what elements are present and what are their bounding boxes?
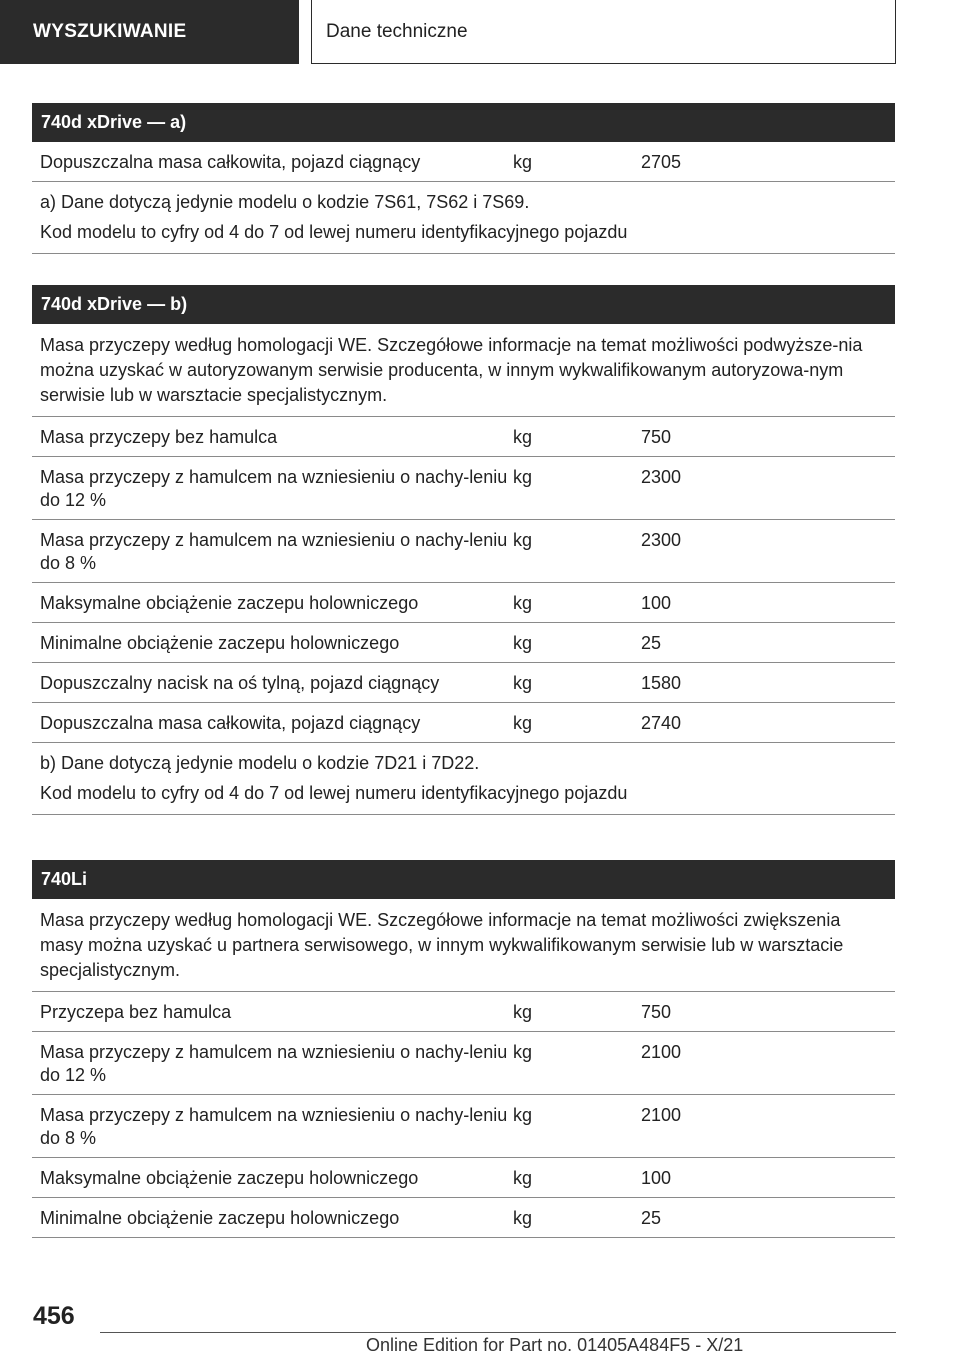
row-label: Minimalne obciążenie zaczepu holowniczego [40, 1208, 400, 1228]
spec-section-740d-b [32, 285, 895, 815]
row-label: Minimalne obciążenie zaczepu holowniczego [40, 633, 400, 653]
footnote-line: a) Dane dotyczą jedynie modelu o kodzie 7S61, 7S62 i 7S69. [40, 192, 530, 212]
row-unit: kg [513, 1105, 533, 1125]
search-tab[interactable] [0, 0, 299, 64]
table-row [32, 1032, 895, 1095]
row-label: Dopuszczalna masa całkowita, pojazd ciągnący [40, 152, 421, 172]
row-unit: kg [513, 530, 533, 550]
row-value: 2100 [641, 1105, 682, 1125]
row-unit: kg [513, 467, 533, 487]
table-row [32, 583, 895, 623]
top-bar [0, 0, 960, 66]
row-label: Masa przyczepy z hamulcem na wzniesieniu o nachy-leniu do 8 % [40, 1105, 508, 1148]
footnote-line: b) Dane dotyczą jedynie modelu o kodzie 7D21 i 7D22. [40, 753, 480, 773]
table-row [32, 142, 895, 182]
page-number: 456 [33, 1302, 75, 1330]
row-label: Dopuszczalna masa całkowita, pojazd ciągnący [40, 713, 421, 733]
footnote [32, 743, 895, 815]
footnote [32, 182, 895, 254]
row-unit: kg [513, 673, 533, 693]
row-unit: kg [513, 1002, 533, 1022]
footnote-line: Kod modelu to cyfry od 4 do 7 od lewej numeru identyfikacyjnego pojazdu [40, 222, 628, 242]
row-value: 1580 [641, 673, 682, 693]
row-value: 2300 [641, 467, 682, 487]
section-intro: Masa przyczepy według homologacji WE. Szczegółowe informacje na temat możliwości podwyższe-nia można uzyskać w autoryzowanym serwisie producenta, w innym wykwalifikowanym autoryzowa-nym serwisie lub w warsztacie specjalistycznym. [32, 324, 895, 417]
row-label: Maksymalne obciążenie zaczepu holowniczego [40, 593, 419, 613]
spec-content [32, 103, 895, 1238]
footer-divider [100, 1332, 896, 1333]
row-value: 100 [641, 1168, 672, 1188]
section-tab-label: Dane techniczne [326, 20, 468, 42]
table-row [32, 1198, 895, 1238]
table-row [32, 520, 895, 583]
table-row [32, 663, 895, 703]
row-unit: kg [513, 152, 533, 172]
row-unit: kg [513, 1168, 533, 1188]
row-value: 25 [641, 1208, 662, 1228]
table-row [32, 992, 895, 1032]
row-value: 750 [641, 1002, 672, 1022]
row-unit: kg [513, 1208, 533, 1228]
table-row [32, 1158, 895, 1198]
row-unit: kg [513, 633, 533, 653]
row-label: Przyczepa bez hamulca [40, 1002, 232, 1022]
table-row [32, 703, 895, 743]
table-row [32, 457, 895, 520]
row-value: 2705 [641, 152, 682, 172]
section-title: 740Li [32, 860, 895, 899]
table-row [32, 417, 895, 457]
spec-section-740d-a [32, 103, 895, 254]
search-tab-label: WYSZUKIWANIE [33, 21, 187, 42]
section-title: 740d xDrive — b) [32, 285, 895, 324]
section-tab[interactable] [311, 0, 896, 64]
row-unit: kg [513, 1042, 533, 1062]
row-value: 25 [641, 633, 662, 653]
table-row [32, 1095, 895, 1158]
row-value: 750 [641, 427, 672, 447]
spec-section-740li [32, 860, 895, 1238]
row-value: 2300 [641, 530, 682, 550]
footnote-line: Kod modelu to cyfry od 4 do 7 od lewej numeru identyfikacyjnego pojazdu [40, 783, 628, 803]
table-row [32, 623, 895, 663]
row-label: Masa przyczepy z hamulcem na wzniesieniu o nachy-leniu do 12 % [40, 467, 508, 510]
section-title: 740d xDrive — a) [32, 103, 895, 142]
row-value: 100 [641, 593, 672, 613]
row-unit: kg [513, 713, 533, 733]
row-label: Dopuszczalny nacisk na oś tylną, pojazd ciągnący [40, 673, 440, 693]
row-value: 2740 [641, 713, 682, 733]
row-label: Masa przyczepy bez hamulca [40, 427, 278, 447]
row-value: 2100 [641, 1042, 682, 1062]
row-label: Masa przyczepy z hamulcem na wzniesieniu o nachy-leniu do 8 % [40, 530, 508, 573]
row-unit: kg [513, 593, 533, 613]
edition-text: Online Edition for Part no. 01405A484F5 - X/21 [366, 1335, 744, 1355]
row-unit: kg [513, 427, 533, 447]
section-intro: Masa przyczepy według homologacji WE. Szczegółowe informacje na temat możliwości zwiększenia masy można uzyskać u partnera serwisowego, w innym wykwalifikowanym serwisie lub w warsztacie specjalistycznym. [32, 899, 895, 992]
row-label: Maksymalne obciążenie zaczepu holowniczego [40, 1168, 419, 1188]
row-label: Masa przyczepy z hamulcem na wzniesieniu o nachy-leniu do 12 % [40, 1042, 508, 1085]
